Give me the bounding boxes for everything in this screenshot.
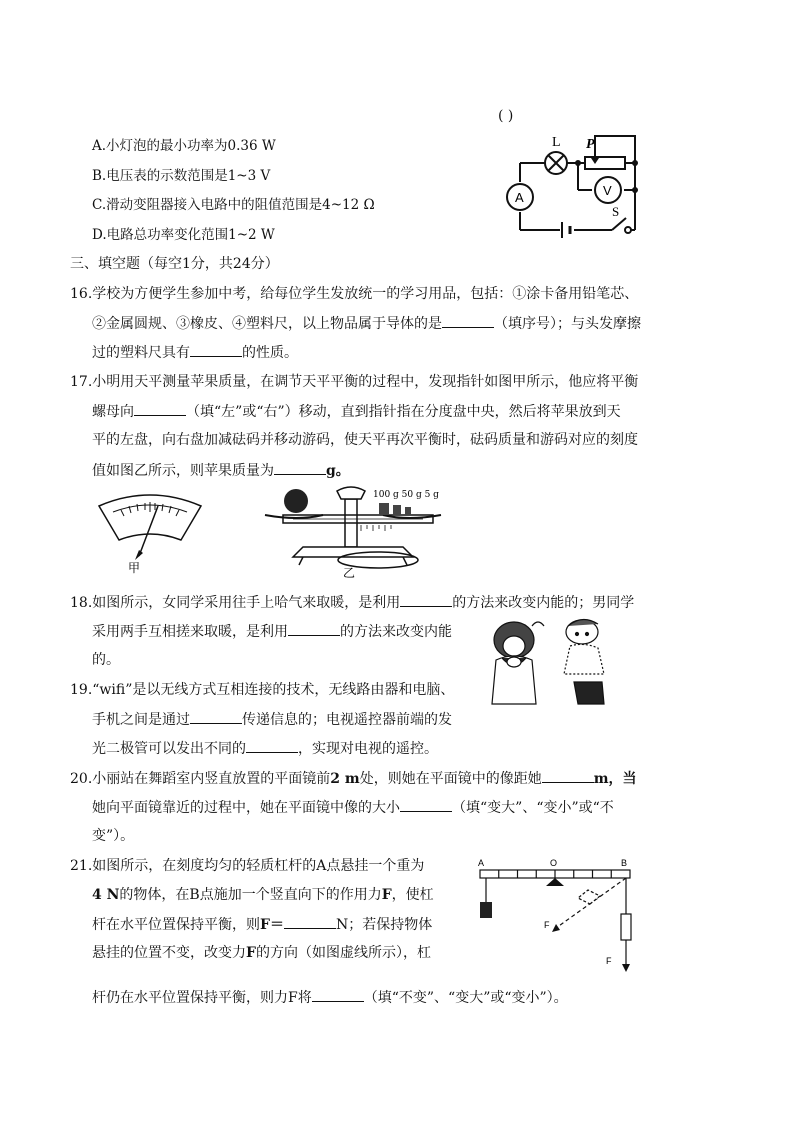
q19-line2: 手机之间是通过 传递信息的；电视遥控器前端的发: [92, 709, 452, 730]
q21-line5: 杆仍在水平位置保持平衡，则力F将 （填“不变”、“变大”或“变小”）。: [92, 987, 568, 1008]
dial-figure: [95, 492, 205, 575]
label-p: P: [586, 137, 595, 152]
q20-line2: 她向平面镜靠近的过程中，她在平面镜中像的大小 （填“变大”、“变小”或“不: [92, 797, 614, 818]
q20-line1: 20.小丽站在舞蹈室内竖直放置的平面镜前2 m处，则她在平面镜中的像距她 m，当: [70, 768, 637, 789]
section-title: 三、填空题（每空1分，共24分）: [70, 256, 279, 272]
warming-hands-figure: [474, 612, 634, 712]
label-s: S: [612, 204, 620, 219]
blank[interactable]: [190, 709, 242, 724]
balance-figure: [263, 485, 453, 580]
q17-line2: 螺母向 （填“左”或“右”）移动，直到指针指在分度盘中央，然后将苹果放到天: [92, 401, 621, 422]
q17-line4: 值如图乙所示，则苹果质量为 g。: [92, 460, 350, 481]
label-v: V: [603, 183, 612, 198]
q21-line3: 杆在水平位置保持平衡，则F＝ N；若保持物体: [92, 914, 432, 935]
blank[interactable]: [400, 592, 452, 607]
q21-line2: 4 N的物体，在B点施加一个竖直向下的作用力F，使杠: [92, 887, 434, 903]
lever-label-o: O: [550, 858, 558, 868]
fig-b-label: 乙: [343, 566, 356, 580]
q16-line2: ②金属圆规、③橡皮、④塑料尺，以上物品属于导体的是 （填序号）；与头发摩擦: [92, 313, 641, 334]
weights-label: 100 g 50 g 5 g: [373, 490, 439, 500]
q18-line1: 18.如图所示，女同学采用往手上哈气来取暖，是利用 的方法来改变内能的；男同学: [70, 592, 634, 613]
blank[interactable]: [274, 460, 326, 475]
q21-line4: 悬挂的位置不变，改变力F的方向（如图虚线所示），杠: [92, 945, 431, 961]
lever-label-a: A: [478, 858, 485, 868]
circuit-diagram: [500, 130, 640, 240]
lever-label-f-dashed: F: [544, 920, 550, 930]
option-d: D.电路总功率变化范围1~2 W: [92, 227, 275, 243]
q19-line1: 19.“wifi”是以无线方式互相连接的技术，无线路由器和电脑、: [70, 682, 455, 698]
q18-line2: 采用两手互相搓来取暖，是利用 的方法来改变内能: [92, 621, 452, 642]
lever-label-f-vertical: F: [606, 956, 612, 966]
option-a: A.小灯泡的最小功率为0.36 W: [92, 138, 276, 154]
q21-line1: 21.如图所示，在刻度均匀的轻质杠杆的A点悬挂一个重为: [70, 858, 425, 874]
blank[interactable]: [312, 987, 364, 1002]
q16-line3: 过的塑料尺具有 的性质。: [92, 342, 298, 363]
fig-a-label: 甲: [128, 561, 141, 575]
blank[interactable]: [190, 342, 242, 357]
answer-paren: ( ): [498, 108, 514, 124]
lever-label-b: B: [621, 858, 628, 868]
lever-figure: [470, 856, 650, 976]
q19-line3: 光二极管可以发出不同的 ，实现对电视的遥控。: [92, 738, 438, 759]
blank[interactable]: [284, 914, 336, 929]
q17-line1: 17.小明用天平测量苹果质量，在调节天平平衡的过程中，发现指针如图甲所示，他应将平衡: [70, 374, 639, 390]
blank[interactable]: [134, 401, 186, 416]
q16-line1: 16.学校为方便学生参加中考，给每位学生发放统一的学习用品，包括：①涂卡备用铅笔芯、: [70, 286, 639, 302]
blank[interactable]: [442, 313, 494, 328]
blank[interactable]: [542, 768, 594, 783]
label-a: A: [515, 190, 524, 205]
blank[interactable]: [246, 738, 298, 753]
option-c: C.滑动变阻器接入电路中的阻值范围是4~12 Ω: [92, 197, 375, 213]
option-b: B.电压表的示数范围是1~3 V: [92, 168, 271, 184]
q17-line3: 平的左盘，向右盘加减砝码并移动游码，使天平再次平衡时，砝码质量和游码对应的刻度: [92, 432, 638, 448]
blank[interactable]: [400, 797, 452, 812]
q18-line3: 的。: [92, 652, 120, 668]
q20-line3: 变”）。: [92, 828, 135, 844]
label-l: L: [552, 135, 561, 150]
blank[interactable]: [288, 621, 340, 636]
